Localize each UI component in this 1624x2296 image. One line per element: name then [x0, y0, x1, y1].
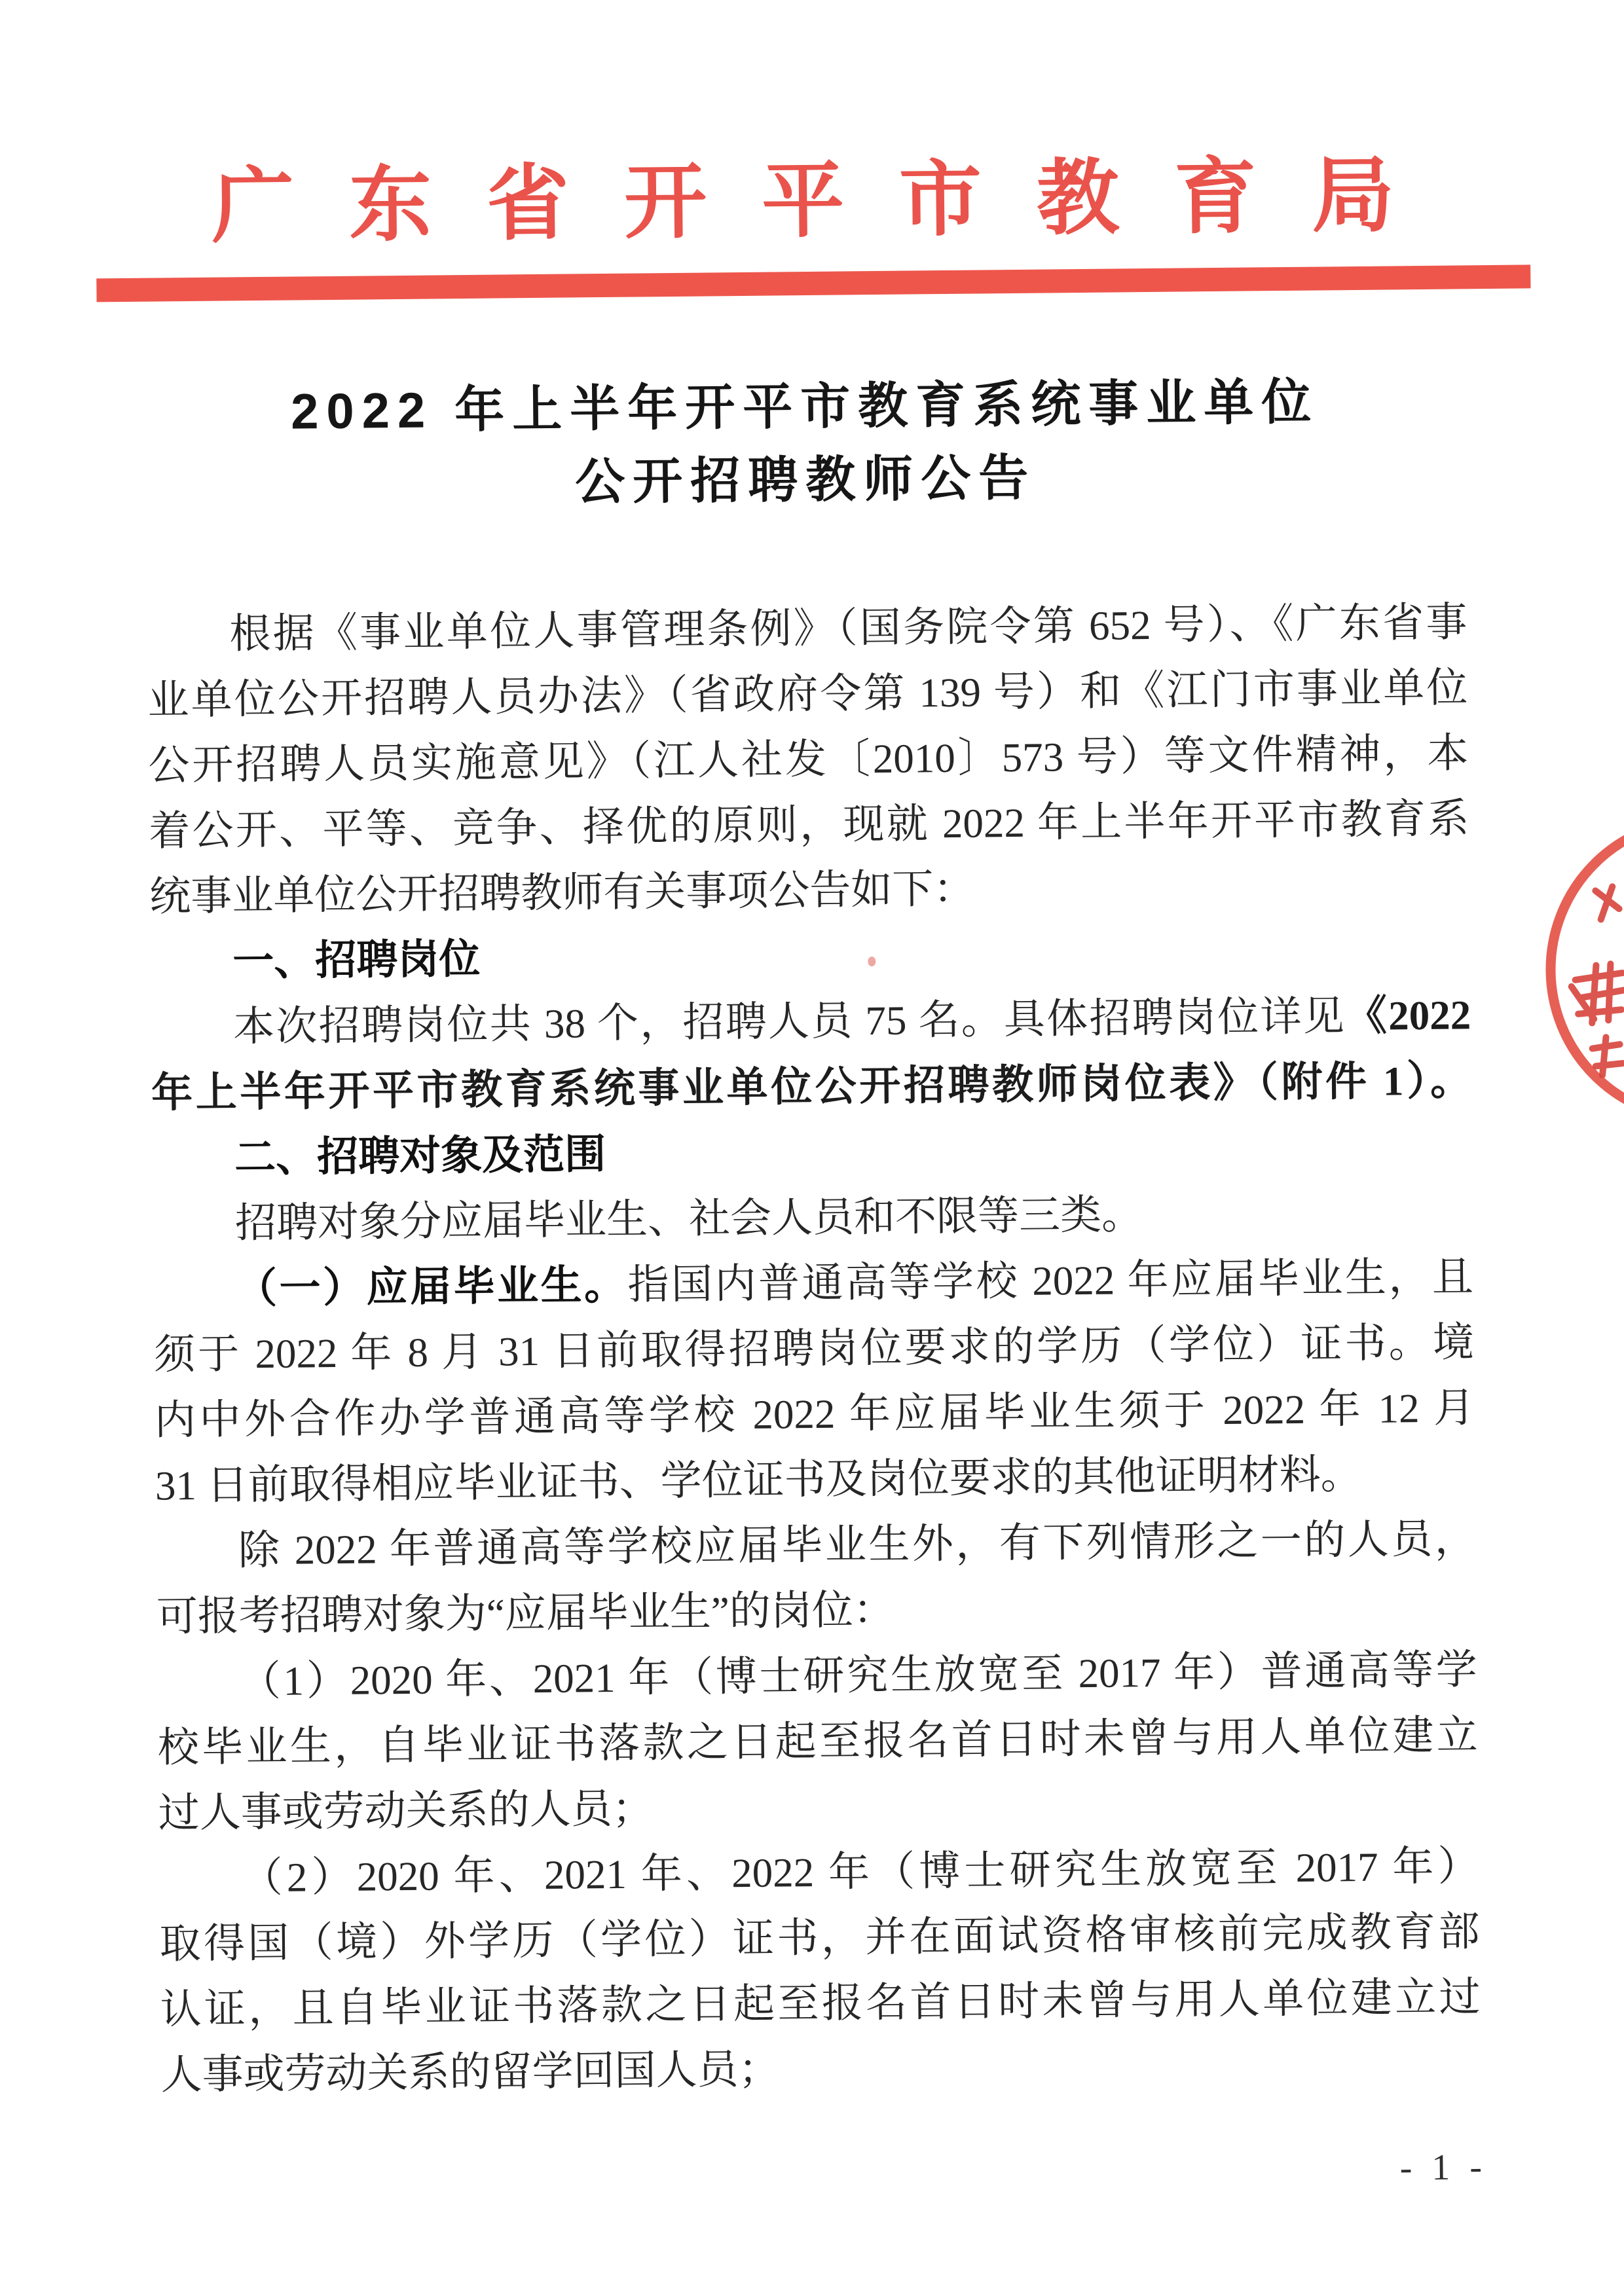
document-title: [0, 363, 1618, 525]
text-run: 统事业单位公开招聘教师有关事项公告如下：: [149, 866, 975, 920]
header-divider: [96, 264, 1530, 302]
text-run: 年上半年开平市教育系统事业单位公开招聘教师岗位表》（附件 1）。: [151, 1057, 1472, 1116]
agency-header: 广东省开平市教育局: [211, 150, 1450, 253]
text-run: 内中外合作办学普通高等学校 2022 年应届毕业生须于 2022 年 12 月: [154, 1385, 1475, 1444]
body-line: [156, 1571, 1477, 1649]
body-line: [158, 1768, 1479, 1846]
body-line: [154, 1309, 1475, 1387]
text-run: （2）2020 年、2021 年、2022 年（博士研究生放宽至 2017 年）: [241, 1843, 1479, 1901]
text-run: 认证，且自毕业证书落款之日起至报名首日时未曾与用人单位建立过: [160, 1974, 1481, 2033]
body-line: [153, 1178, 1473, 1256]
text-run: 本次招聘岗位共 38 个，招聘人员 75 名。具体招聘岗位详见: [232, 993, 1346, 1050]
text-run: 着公开、平等、竞争、择优的原则，现就 2022 年上半年开平市教育系: [149, 795, 1469, 854]
seal-glyph-fragments-icon: [1555, 881, 1624, 1078]
title-line-2: 公开招聘教师公告: [574, 450, 1037, 511]
text-run: （一）应届毕业生。: [235, 1262, 628, 1312]
body-line: [157, 1702, 1478, 1780]
text-run: 公开招聘人员实施意见》（江人社发〔2010〕573 号）等文件精神，本: [148, 730, 1469, 789]
text-run: 过人事或劳动关系的人员；: [158, 1785, 654, 1836]
body-line: [155, 1506, 1476, 1584]
body-line: [160, 2030, 1481, 2107]
text-run: 二、招聘对象及范围: [234, 1131, 606, 1181]
text-run: （1）2020 年、2021 年（博士研究生放宽至 2017 年）普通高等学: [239, 1647, 1478, 1705]
document-body: [147, 589, 1481, 2107]
body-line: [151, 982, 1471, 1060]
body-line: [155, 1375, 1475, 1453]
body-line: [149, 786, 1469, 864]
text-run: 人事或劳动关系的留学回国人员；: [160, 2046, 780, 2098]
text-run: 招聘对象分应届毕业生、社会人员和不限等三类。: [234, 1192, 1143, 1247]
body-line: [147, 655, 1468, 733]
body-line: [153, 1244, 1474, 1322]
text-run: 须于 2022 年 8 月 31 日前取得招聘岗位要求的学历（学位）证书。境: [153, 1319, 1475, 1378]
text-run: 31 日前取得相应毕业证书、学位证书及岗位要求的其他证明材料。: [155, 1451, 1362, 1509]
text-run: 指国内普通高等学校 2022 年应届毕业生，且: [627, 1254, 1474, 1308]
body-line: [158, 1833, 1479, 1911]
title-line-1: 2022 年上半年开平市教育系统事业单位: [290, 374, 1320, 440]
body-line: [155, 1440, 1475, 1518]
body-line: [150, 917, 1471, 994]
text-run: 可报考招聘对象为“应届毕业生”的岗位：: [156, 1586, 895, 1640]
body-line: [147, 589, 1467, 667]
body-line: [157, 1637, 1477, 1715]
body-line: [160, 1964, 1481, 2042]
text-run: 业单位公开招聘人员办法》（省政府令第 139 号）和《江门市事业单位: [147, 665, 1468, 723]
body-line: [148, 720, 1469, 798]
body-line: [151, 1048, 1472, 1125]
body-line: [152, 1113, 1473, 1191]
text-run: 一、招聘岗位: [232, 936, 481, 985]
body-line: [149, 851, 1470, 929]
text-run: 校毕业生，自毕业证书落款之日起至报名首日时未曾与用人单位建立: [157, 1712, 1479, 1771]
page-number: - 1 -: [1399, 2147, 1488, 2189]
text-run: 《2022: [1345, 992, 1471, 1040]
ink-speck: [868, 957, 876, 966]
body-line: [159, 1899, 1480, 1977]
text-run: 除 2022 年普通高等学校应届毕业生外，有下列情形之一的人员，: [238, 1516, 1477, 1574]
text-run: 取得国（境）外学历（学位）证书，并在面试资格审核前完成教育部: [159, 1908, 1480, 1967]
text-run: 根据《事业单位人事管理条例》（国务院令第 652 号）、《广东省事: [229, 599, 1467, 657]
